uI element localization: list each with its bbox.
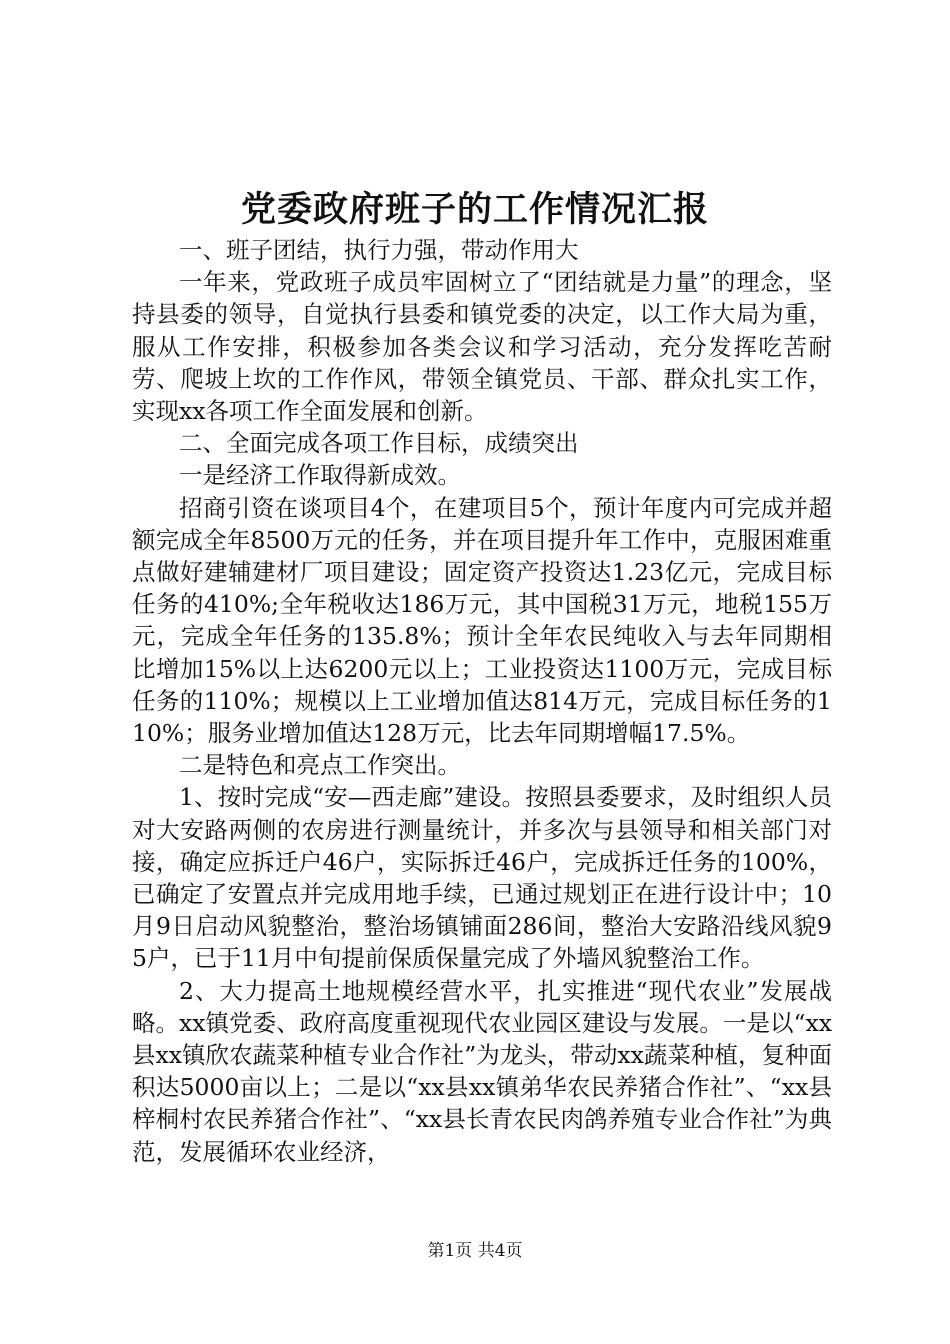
paragraph: 2、大力提高土地规模经营水平，扎实推进“现代农业”发展战略。xx镇党委、政府高度重视现代农业园区建设与发展。一是以“xx县xx镇欣农蔬菜种植专业合作社”为龙头，带动xx蔬菜种植，复种面积达5000亩以上；二是以“xx县xx镇弟华农民养猪合作社”、“xx县梓桐村农民养猪合作社”、“xx县长青农民肉鸽养殖专业合作社”为典范，发展循环农业经济， (132, 976, 832, 1166)
paragraph: 一年来，党政班子成员牢固树立了“团结就是力量”的理念，坚持县委的领导，自觉执行县委和镇党委的决定，以工作大局为重，服从工作安排，积极参加各类会议和学习活动，充分发挥吃苦耐劳、爬坡上坎的工作作风，带领全镇党员、干部、群众扎实工作，实现xx各项工作全面发展和创新。 (132, 268, 832, 426)
paragraph: 1、按时完成“安—西走廊”建设。按照县委要求，及时组织人员对大安路两侧的农房进行测量统计，并多次与县领导和相关部门对接，确定应拆迁户46户，实际拆迁46户，完成拆迁任务的100%，已确定了安置点并完成用地手续，已通过规划正在进行设计中；10月9日启动风貌整治，整治场镇铺面286间，整治大安路沿线风貌95户，已于11月中旬提前保质保量完成了外墙风貌整治工作。 (132, 783, 832, 973)
document-title: 党委政府班子的工作情况汇报 (240, 189, 709, 230)
page-number: 第1页 共4页 (427, 1241, 523, 1261)
sub-heading-highlights: 二是特色和亮点工作突出。 (179, 751, 461, 780)
section-heading-1: 一、班子团结，执行力强，带动作用大 (179, 236, 579, 264)
sub-heading-economic: 一是经济工作取得新成效。 (179, 461, 461, 490)
document-body (132, 234, 832, 1168)
section-heading-2: 二、全面完成各项工作目标，成绩突出 (179, 429, 579, 458)
paragraph: 招商引资在谈项目4个，在建项目5个，预计年度内可完成并超额完成全年8500万元的任务，并在项目提升年工作中，克服困难重点做好建辅建材厂项目建设；固定资产投资达1.23亿元，完成目标任务的410%;全年税收达186万元，其中国税31万元，地税155万元，完成全年任务的135.8%；预计全年农民纯收入与去年同期相比增加15%以上达6200元以上；工业投资达1100万元，完成目标任务的110%；规模以上工业增加值达814万元，完成目标任务的110%；服务业增加值达128万元，比去年同期增幅17.5%。 (132, 493, 832, 748)
